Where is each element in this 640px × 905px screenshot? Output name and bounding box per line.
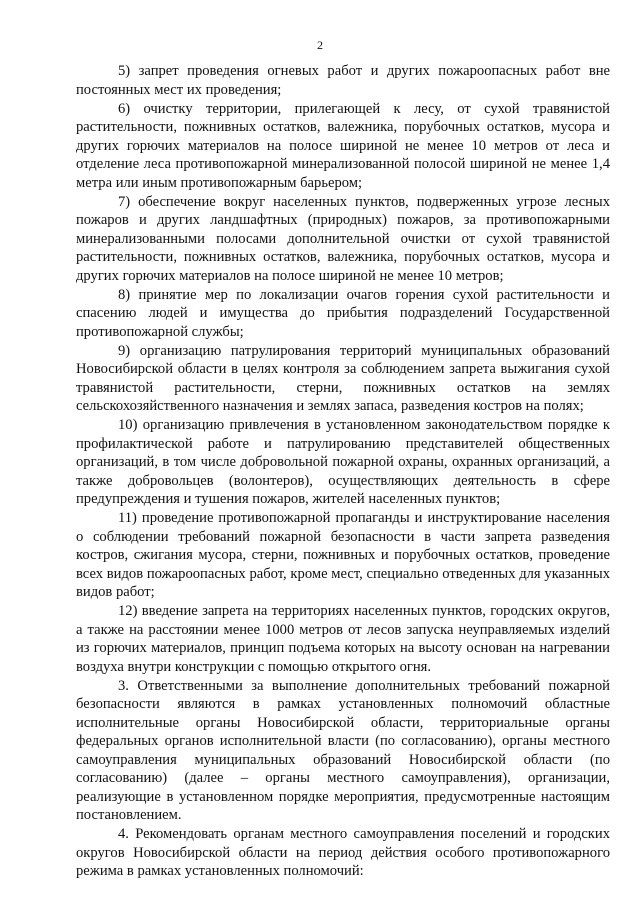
paragraph-item-9: 9) организацию патрулирования территорий муниципальных образований Новосибирской области в целях контроля за соблюдением запрета выжигания сухой травянистой растительности, стерни, пожнивных остатков на землях сельскохозяйственного назначения и землях запаса, разведения костров на полях; (76, 342, 610, 414)
paragraph-item-11: 11) проведение противопожарной пропаганды и инструктирование населения о соблюдении требований пожарной безопасности в части запрета разведения костров, сжигания мусора, стерни, пожнивных и порубочных остатков, проведение всех видов пожароопасных работ, кроме мест, специально отведенных для указанных видов работ; (76, 510, 610, 600)
paragraph-section-3: 3. Ответственными за выполнение дополнительных требований пожарной безопасности являются в рамках установленных полномочий областные исполнительные органы Новосибирской области, территориальные органы федеральных органов исполнительной власти (по согласованию), органы местного самоуправления муниципальных образований Новосибирской области (по согласованию) (далее – органы местного самоуправления), организации, реализующие в установленном порядке мероприятия, предусмотренные настоящим постановлением. (76, 677, 610, 823)
document-body (76, 62, 610, 881)
page-number: 2 (317, 38, 323, 52)
paragraph-item-10: 10) организацию привлечения в установленном законодательством порядке к профилактической работе и патрулированию представителей общественных организаций, в том числе добровольной пожарной охраны, охранных организаций, а также добровольцев (волонтеров), осуществляющих деятельность в сфере предупреждения и тушения пожаров, жителей населенных пунктов; (76, 417, 610, 507)
paragraph-item-12: 12) введение запрета на территориях населенных пунктов, городских округов, а также на расстоянии менее 1000 метров от лесов запуска неуправляемых изделий из горючих материалов, принцип подъема которых на высоту основан на нагревании воздуха внутри конструкции с помощью открытого огня. (76, 603, 610, 675)
paragraph-item-5: 5) запрет проведения огневых работ и других пожароопасных работ вне постоянных мест их проведения; (76, 63, 610, 98)
paragraph-item-6: 6) очистку территории, прилегающей к лесу, от сухой травянистой растительности, пожнивных остатков, валежника, порубочных остатков, мусора и других горючих материалов на полосе шириной не менее 10 метров от леса и отделение леса противопожарной минерализованной полосой шириной не менее 1,4 метра или иным противопожарным барьером; (76, 100, 610, 191)
paragraph-section-4: 4. Рекомендовать органам местного самоуправления поселений и городских округов Новосибирской области на период действия особого противопожарного режима в рамках установленных полномочий: (76, 826, 610, 879)
paragraph-item-7: 7) обеспечение вокруг населенных пунктов, подверженных угрозе лесных пожаров и других ландшафтных (природных) пожаров, за противопожарными минерализованными полосами дополнительной очистки от сухой травянистой растительности, пожнивных остатков, валежника, порубочных остатков, мусора и других горючих материалов на полосе шириной не менее 10 метров; (76, 193, 610, 284)
paragraph-item-8: 8) принятие мер по локализации очагов горения сухой растительности и спасению людей и имущества до прибытия подразделений Государственной противопожарной службы; (76, 286, 610, 340)
